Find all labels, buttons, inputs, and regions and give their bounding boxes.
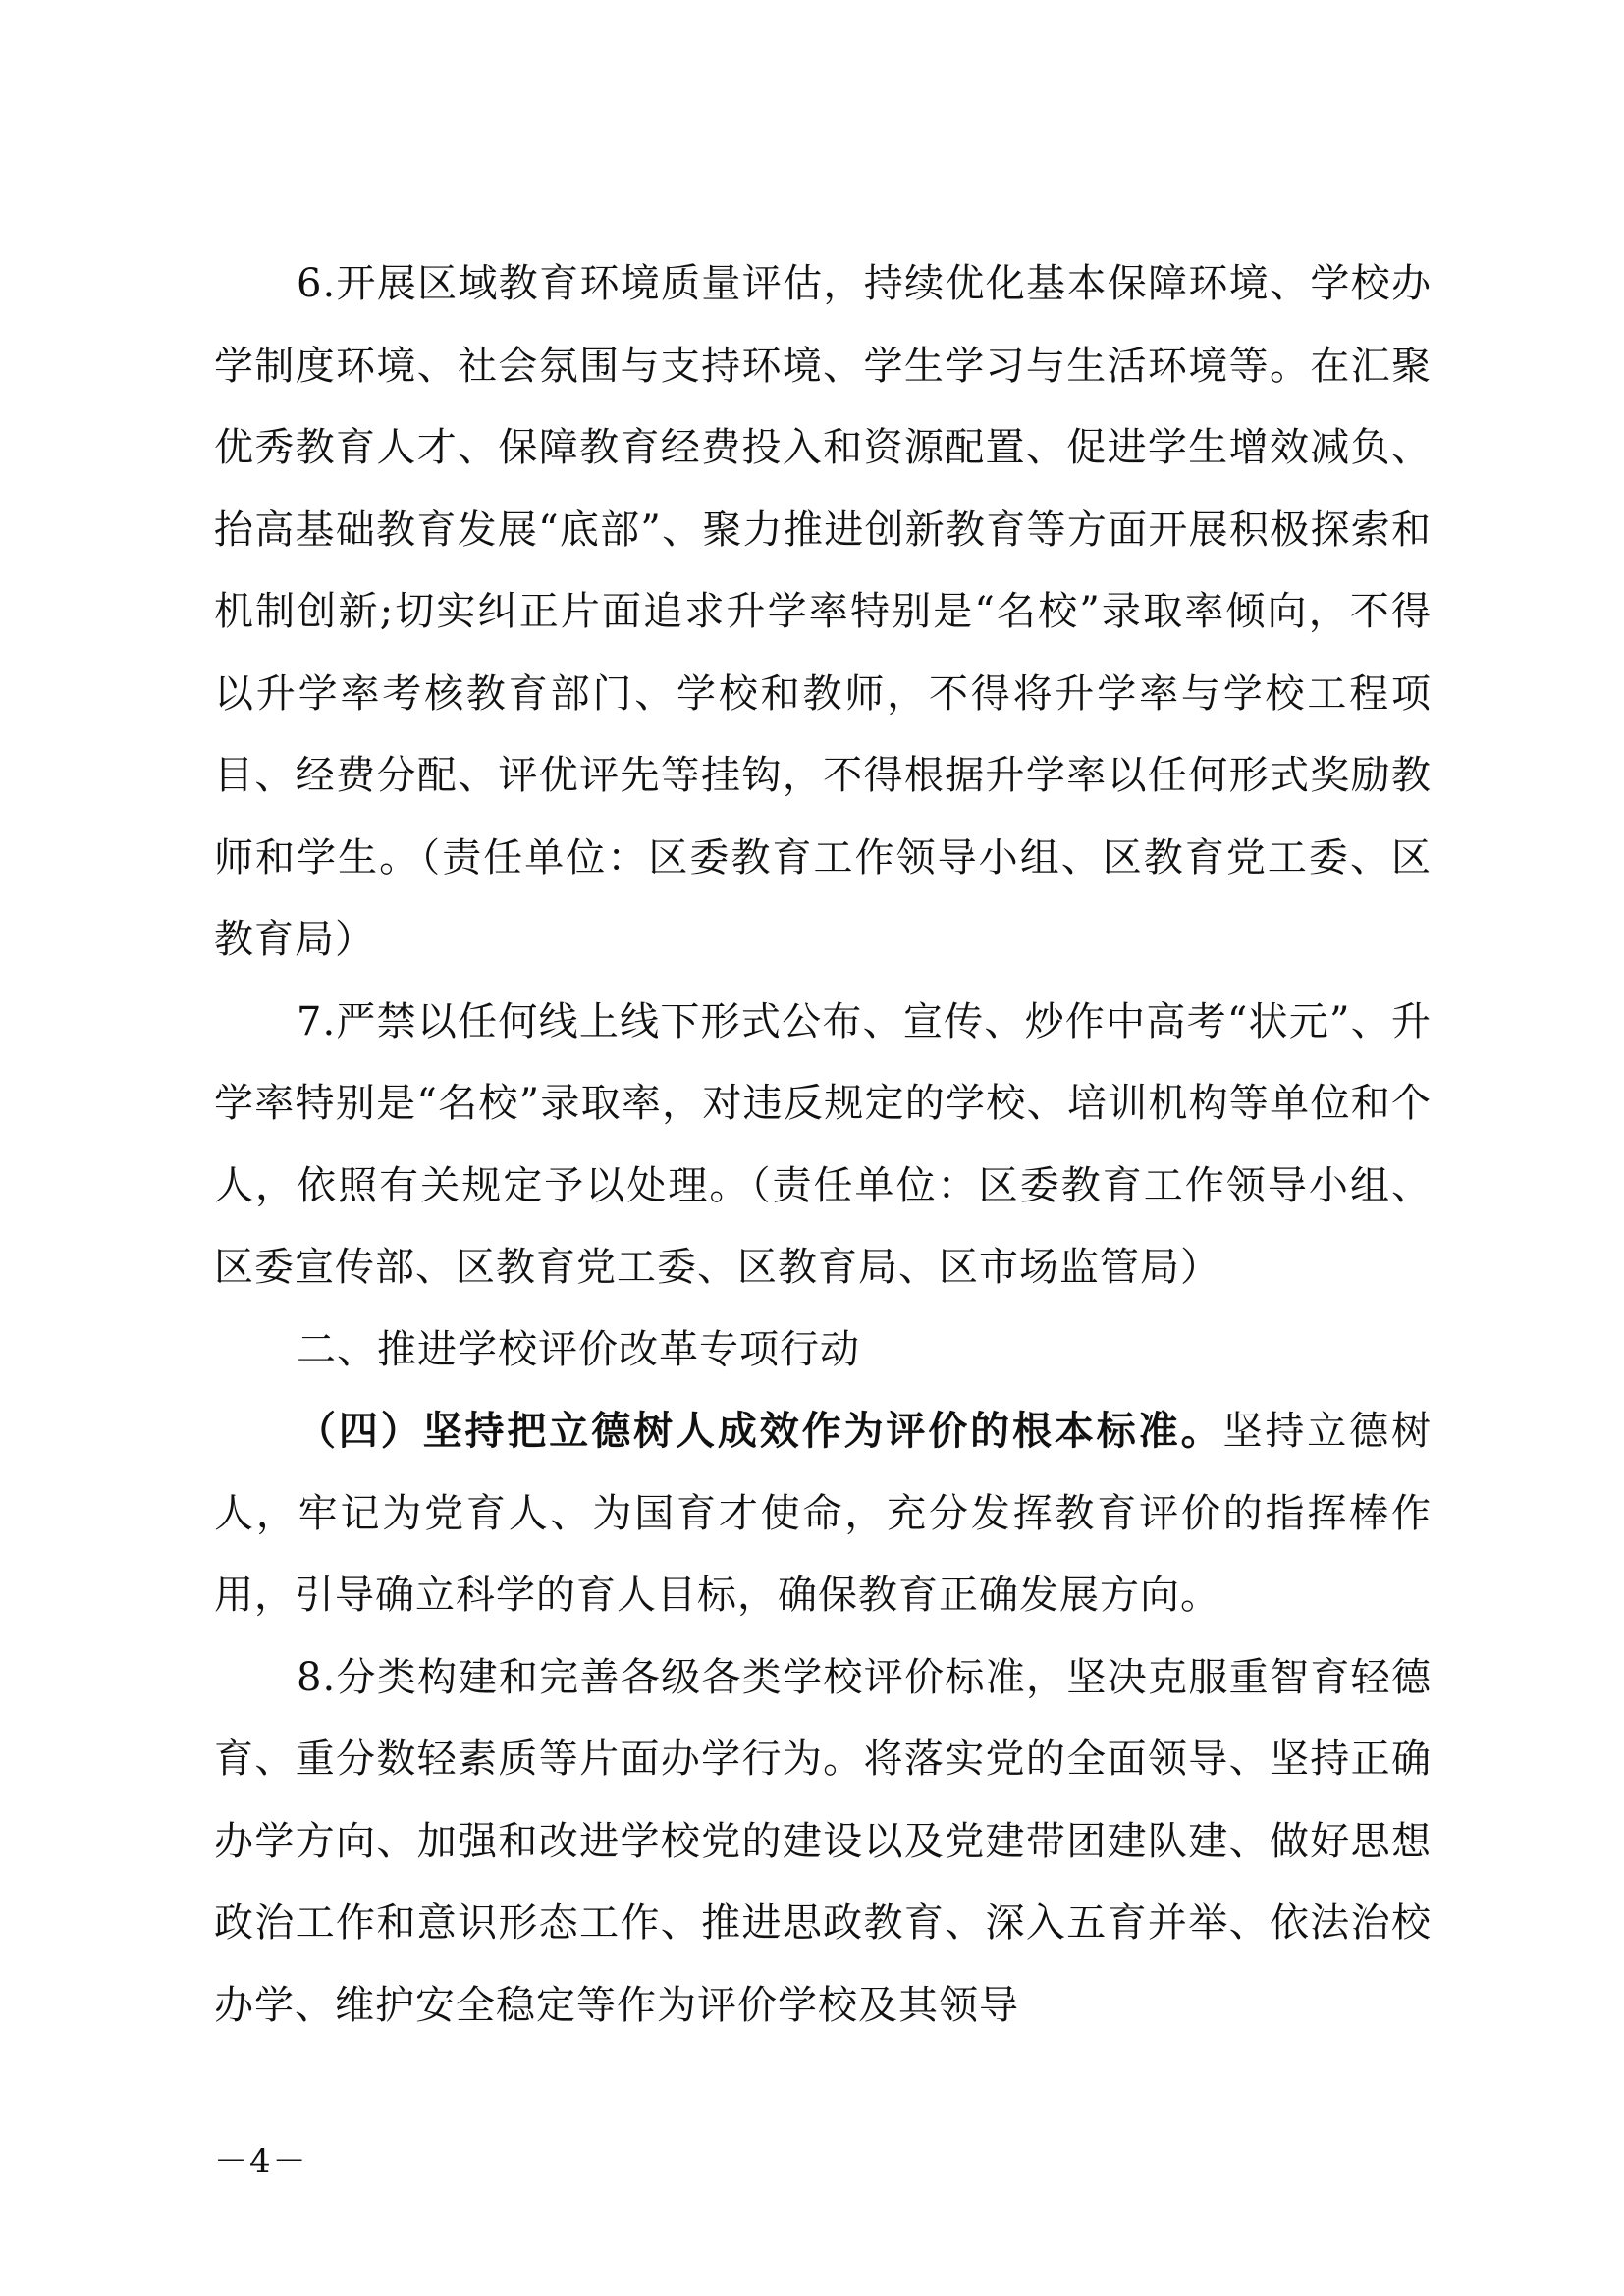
section-heading: 二、推进学校评价改革专项行动 (297, 1326, 860, 1372)
paragraph-item-6: 6.开展区域教育环境质量评估，持续优化基本保障环境、学校办学制度环境、社会氛围与支持环境、学生学习与生活环境等。在汇聚优秀教育人才、保障教育经费投入和资源配置、促进学生增效减负、抬高基础教育发展“底部”、聚力推进创新教育等方面开展积极探索和机制创新;切实纠正片面追求升学率特别是“名校”录取率倾向，不得以升学率考核教育部门、学校和教师，不得将升学率与学校工程项目、经费分配、评优评先等挂钩，不得根据升学率以任何形式奖励教师和学生。（责任单位：区委教育工作领导小组、区教育党工委、区教育局） (214, 261, 1432, 962)
paragraph-lead-bold: （四）坚持把立德树人成效作为评价的根本标准。 (297, 1409, 1223, 1454)
paragraph-section-4 (214, 1391, 1432, 1637)
paragraph-item-7: 7.严禁以任何线上线下形式公布、宣传、炒作中高考“状元”、升学率特别是“名校”录取率，对违反规定的学校、培训机构等单位和个人，依照有关规定予以处理。（责任单位：区委教育工作领导小组、区委宣传部、区教育党工委、区教育局、区市场监管局） (214, 998, 1432, 1290)
paragraph-section-4-body: 坚持立德树人，牢记为党育人、为国育才使命，充分发挥教育评价的指挥棒作用，引导确立科学的育人目标，确保教育正确发展方向。 (214, 1409, 1433, 1618)
document-body (214, 243, 1432, 2047)
paragraph-item-8: 8.分类构建和完善各级各类学校评价标准，坚决克服重智育轻德育、重分数轻素质等片面办学行为。将落实党的全面领导、坚持正确办学方向、加强和改进学校党的建设以及党建带团建队建、做好思想政治工作和意识形态工作、推进思政教育、深入五育并举、依法治校办学、维护安全稳定等作为评价学校及其领导 (214, 1654, 1432, 2028)
page-number: －4－ (214, 2142, 308, 2181)
